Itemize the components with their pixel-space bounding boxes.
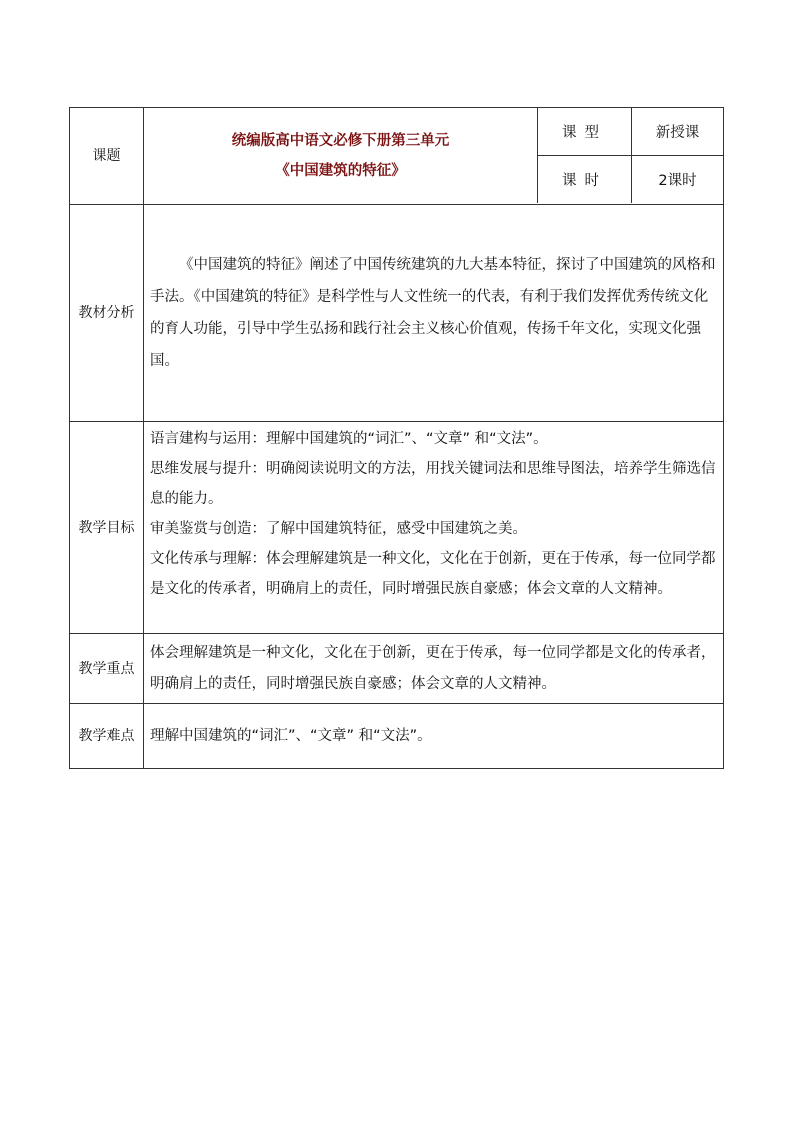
objective-item: 语言建构与运用：理解中国建筑的“词汇”、“文章” 和“文法”。 xyxy=(150,431,548,447)
lesson-type-value: 新授课 xyxy=(655,125,700,141)
difficulties-text: 理解中国建筑的“词汇”、“文章” 和“文法”。 xyxy=(150,728,432,744)
objectives-label: 教学目标 xyxy=(70,422,144,633)
title-line-2: 《中国建筑的特征》 xyxy=(275,162,406,179)
difficulties-content xyxy=(144,704,723,768)
lesson-title xyxy=(144,108,538,203)
key-points-row xyxy=(70,633,723,703)
difficulties-label: 教学难点 xyxy=(70,704,144,768)
lesson-plan-table xyxy=(69,107,724,769)
difficulties-row xyxy=(70,703,723,768)
objectives-row xyxy=(70,421,723,633)
lesson-hours-label: 课时 xyxy=(538,156,632,203)
lesson-meta xyxy=(538,108,723,203)
objective-item: 文化传承与理解：体会理解建筑是一种文化，文化在于创新，更在于传承，每一位同学都是文化的传承者，明确肩上的责任，同时增强民族自豪感；体会文章的人文精神。 xyxy=(150,551,716,597)
key-points-label: 教学重点 xyxy=(70,634,144,703)
key-points-content xyxy=(144,634,723,703)
lesson-type-label: 课型 xyxy=(538,108,632,155)
meta-row-type xyxy=(538,108,723,155)
analysis-text: 《中国建筑的特征》阐述了中国传统建筑的九大基本特征，探讨了中国建筑的风格和手法。《中国建筑的特征》是科学性与人文性统一的代表，有利于我们发挥优秀传统文化的育人功能，引导中学生弘扬和践行社会主义核心价值观，传扬千年文化，实现文化强国。 xyxy=(150,257,716,369)
meta-row-hours xyxy=(538,155,723,203)
title-line-1: 统编版高中语文必修下册第三单元 xyxy=(231,132,450,149)
topic-label: 课题 xyxy=(70,108,144,204)
objective-item: 审美鉴赏与创造：了解中国建筑特征，感受中国建筑之美。 xyxy=(150,521,527,537)
analysis-row xyxy=(70,204,723,421)
objectives-content xyxy=(144,422,723,633)
lesson-hours-value: 2课时 xyxy=(658,173,697,189)
analysis-label: 教材分析 xyxy=(70,205,144,421)
analysis-content xyxy=(144,205,723,421)
key-points-text: 体会理解建筑是一种文化，文化在于创新，更在于传承，每一位同学都是文化的传承者，明确肩上的责任，同时增强民族自豪感；体会文章的人文精神。 xyxy=(150,644,716,692)
objective-item: 思维发展与提升：明确阅读说明文的方法，用找关键词法和思维导图法，培养学生筛选信息的能力。 xyxy=(150,461,716,507)
header-row xyxy=(70,108,723,204)
